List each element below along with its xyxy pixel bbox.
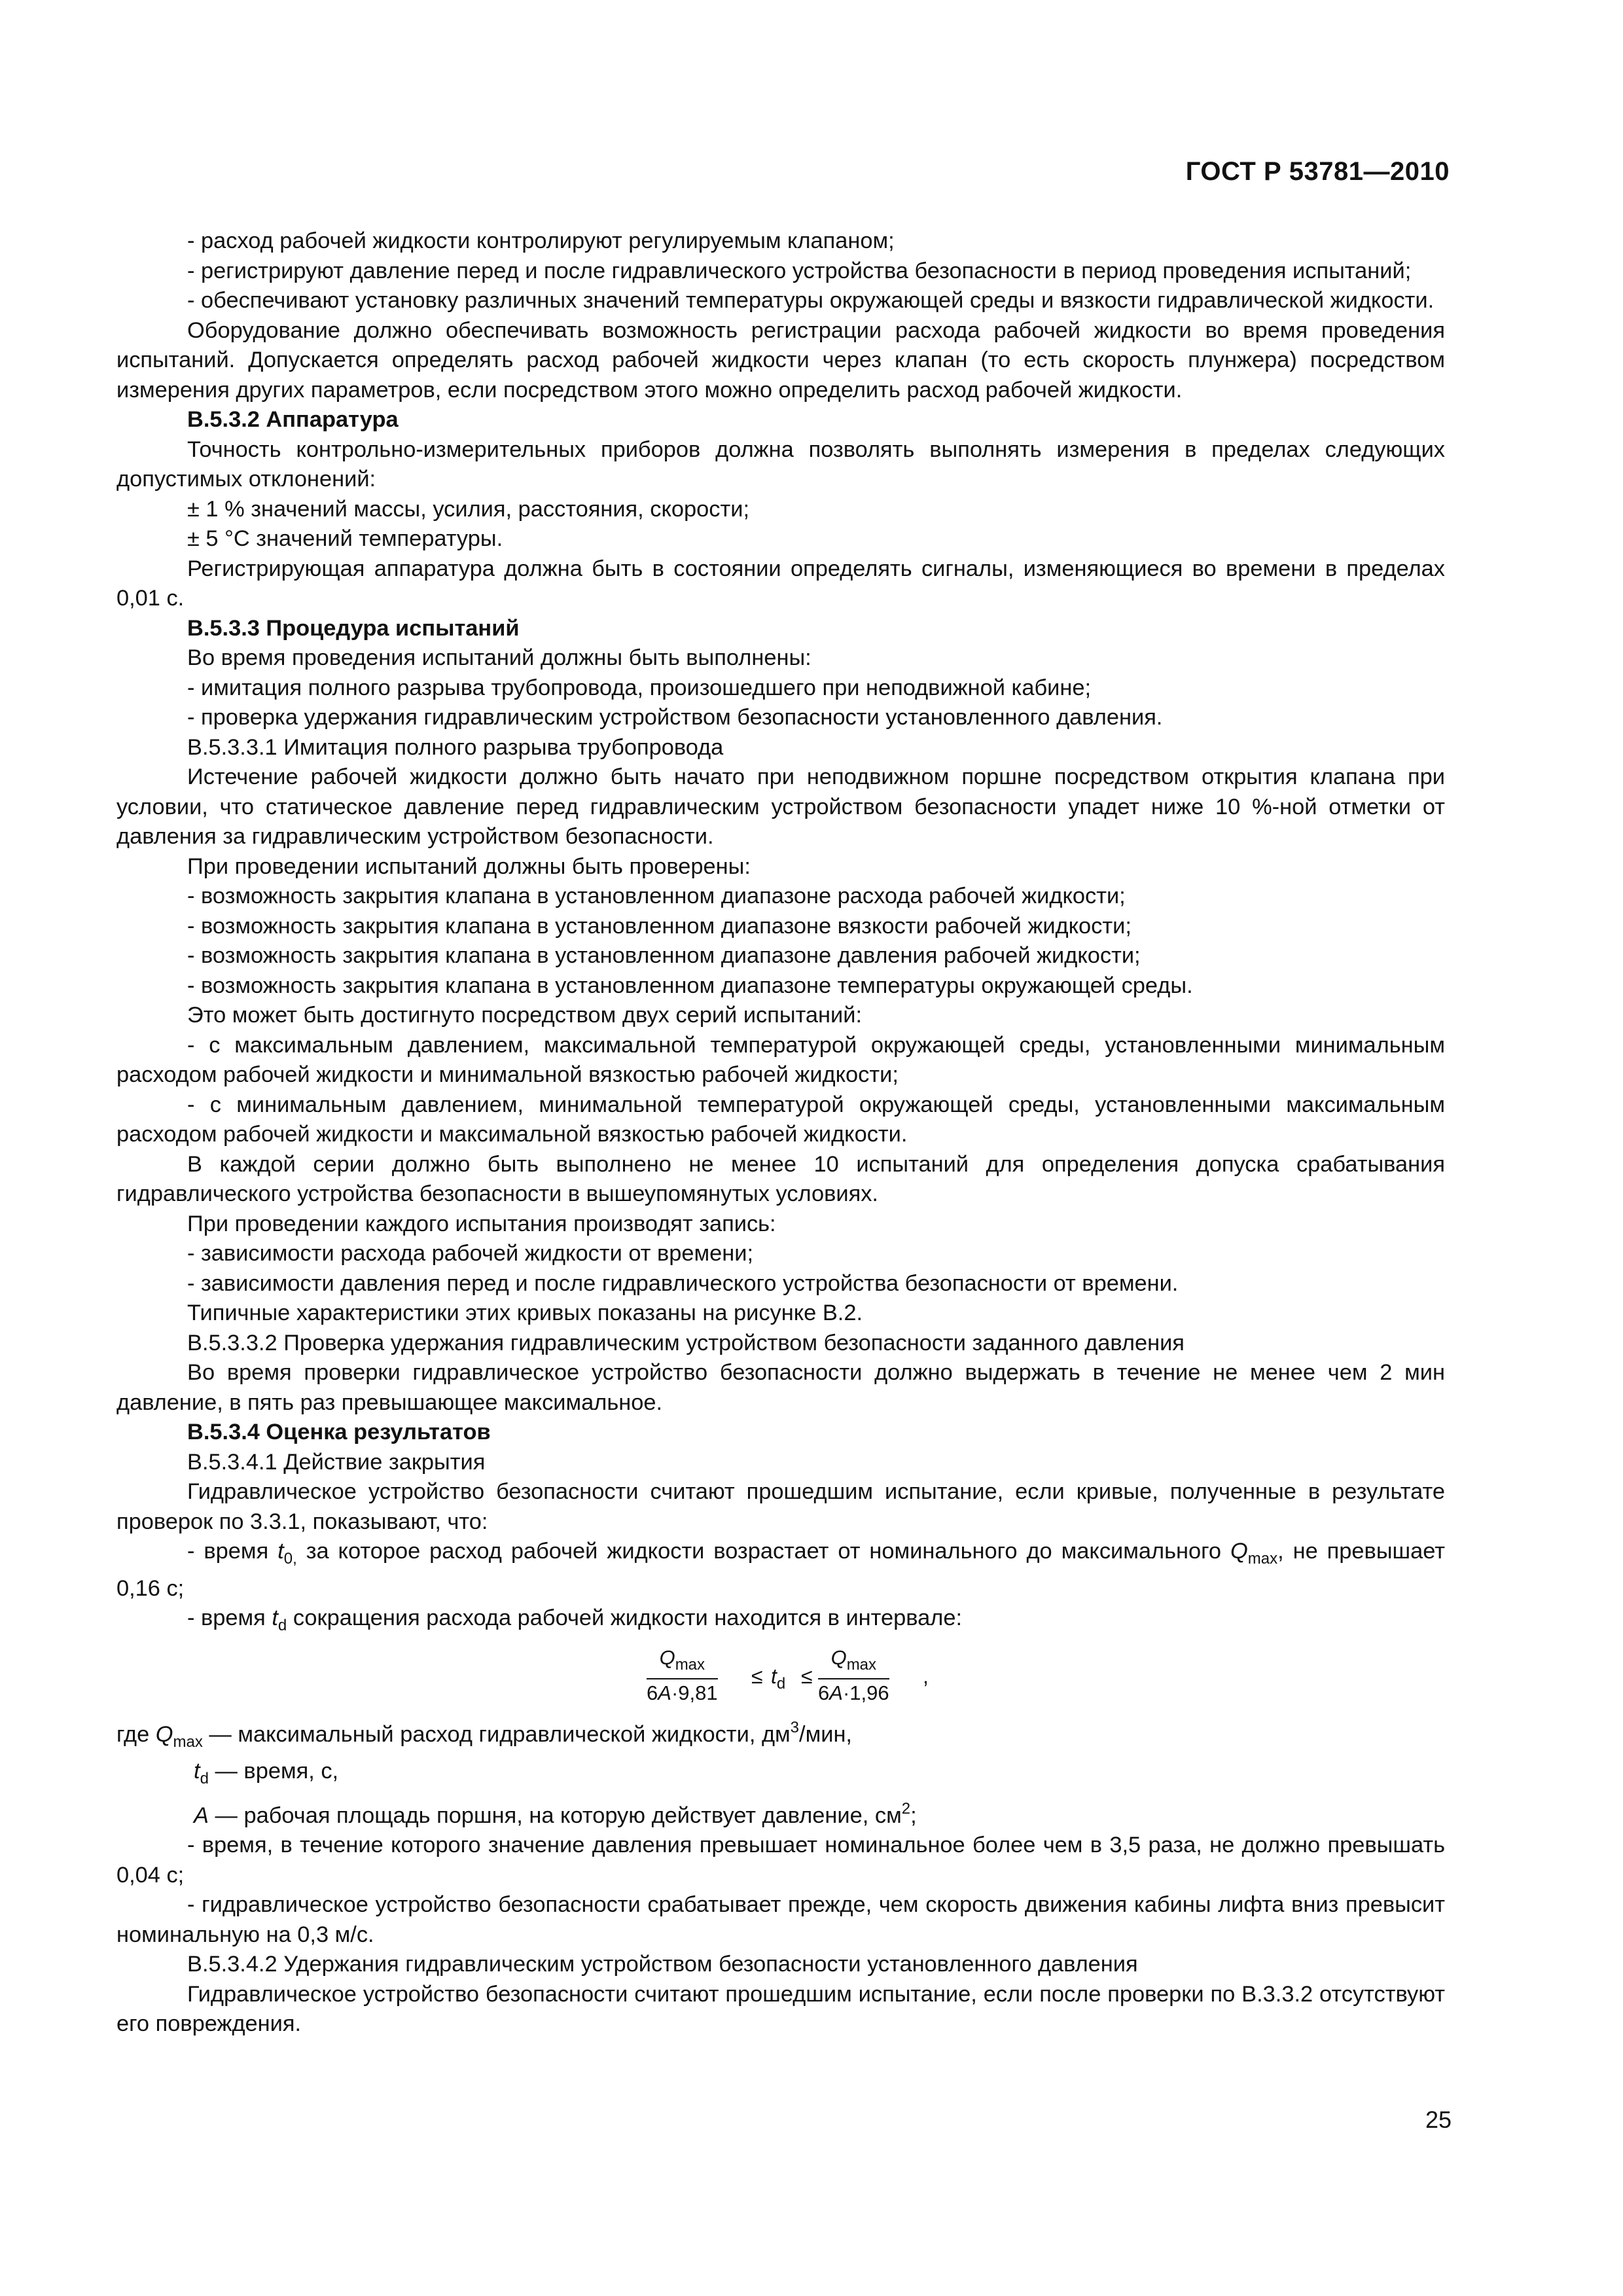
formula-le-sign: ≤: [801, 1664, 813, 1688]
paragraph: Оборудование должно обеспечивать возможность регистрации расхода рабочей жидкости во время проведения испытаний. Допускается определять расход рабочей жидкости через клапан (то есть скорость плунжера) посредством измерения других параметров, если посредством этого можно определить расход рабочей жидкости.: [116, 317, 1445, 403]
paragraph: Точность контрольно-измерительных приборов должна позволять выполнять измерения в пределах следующих допустимых отклонений:: [116, 437, 1445, 492]
subsection-title: В.5.3.3.1 Имитация полного разрыва трубопровода: [187, 734, 724, 760]
section-heading-b532: В.5.3.2 Аппаратура: [187, 407, 399, 432]
paragraph: Это может быть достигнуто посредством двух серий испытаний:: [187, 1003, 863, 1028]
paragraph: В каждой серии должно быть выполнено не менее 10 испытаний для определения допуска срабатывания гидравлического устройства безопасности в вышеупомянутых условиях.: [116, 1151, 1445, 1206]
list-item: - проверка удержания гидравлическим устройством безопасности установленного давления.: [187, 705, 1163, 730]
paragraph: - обеспечивают установку различных значений температуры окружающей среды и вязкости гидравлической жидкости.: [187, 288, 1435, 313]
section-heading-b533: В.5.3.3 Процедура испытаний: [187, 615, 520, 641]
subsection-title: В.5.3.4.2 Удержания гидравлическим устройством безопасности установленного давления: [187, 1952, 1138, 1977]
formula-fraction-right: $Q_{max}$ 6A·1,96: [818, 1645, 889, 1704]
list-item: - имитация полного разрыва трубопровода, произошедшего при неподвижной кабине;: [187, 675, 1092, 700]
paragraph: При проведении испытаний должны быть проверены:: [187, 853, 751, 879]
paragraph: Во время проведения испытаний должны быть выполнены:: [187, 645, 812, 670]
legend-qmax: где $Q_{max}$ — максимальный расход гидравлической жидкости, $дм^3$/мин,: [116, 1718, 852, 1751]
paragraph: - расход рабочей жидкости контролируют регулируемым клапаном;: [187, 228, 895, 253]
list-item: - возможность закрытия клапана в установленном диапазоне вязкости рабочей жидкости;: [187, 913, 1132, 939]
formula-td: $t_d$: [771, 1664, 786, 1693]
list-item: - возможность закрытия клапана в установленном диапазоне давления рабочей жидкости;: [187, 943, 1141, 968]
list-item: - зависимости расхода рабочей жидкости от времени;: [187, 1241, 754, 1266]
subsection-title: В.5.3.4.1 Действие закрытия: [187, 1449, 486, 1475]
paragraph: Регистрирующая аппаратура должна быть в состоянии определять сигналы, изменяющиеся во времени в пределах 0,01 с.: [116, 556, 1445, 611]
formula-fraction-left: $Q_{max}$ 6A·9,81: [647, 1645, 718, 1704]
paragraph: Гидравлическое устройство безопасности считают прошедшим испытание, если после проверки по В.3.3.2 отсутствуют его повреждения.: [116, 1981, 1445, 2036]
section-heading-b534: В.5.3.4 Оценка результатов: [187, 1420, 491, 1444]
standard-designation: ГОСТ Р 53781—2010: [1185, 157, 1450, 186]
paragraph: При проведении каждого испытания производят запись:: [187, 1211, 776, 1236]
formula-comma: ,: [923, 1664, 929, 1688]
paragraph: Истечение рабочей жидкости должно быть начато при неподвижном поршне посредством открытия клапана при условии, что статическое давление перед гидравлическим устройством безопасности упадет ниже 10 %-ной отметки от давления за гидравлическим устройством безопасности.: [116, 764, 1445, 849]
paragraph: - регистрируют давление перед и после гидравлического устройства безопасности в период проведения испытаний;: [187, 258, 1412, 283]
list-item-t0: - время $t_{0,}$ за которое расход рабочей жидкости возрастает от номинального до максимального $Q_{max}$, не превышает 0,16 с;: [116, 1539, 1445, 1601]
paragraph: Гидравлическое устройство безопасности считают прошедшим испытание, если кривые, полученные в результате проверок по 3.3.1, показывают, что:: [116, 1479, 1445, 1534]
formula-td-interval: [116, 1642, 1445, 1710]
formula-le-sign: ≤: [751, 1664, 763, 1688]
list-item: - с максимальным давлением, максимальной температурой окружающей среды, установленными минимальным расходом рабочей жидкости и минимальной вязкостью рабочей жидкости;: [116, 1032, 1445, 1087]
list-item: - время, в течение которого значение давления превышает номинальное более чем в 3,5 раза, не должно превышать 0,04 с;: [116, 1833, 1445, 1888]
paragraph: Типичные характеристики этих кривых показаны на рисунке В.2.: [187, 1300, 863, 1325]
page-number: 25: [1425, 2106, 1452, 2133]
list-item: - возможность закрытия клапана в установленном диапазоне расхода рабочей жидкости;: [187, 884, 1126, 908]
subsection-title: В.5.3.3.2 Проверка удержания гидравлическим устройством безопасности заданного давления: [187, 1330, 1185, 1355]
list-item: - зависимости давления перед и после гидравлического устройства безопасности от времени.: [187, 1270, 1179, 1296]
list-item-td: - время $t_d$ сокращения расхода рабочей жидкости находится в интервале:: [187, 1605, 963, 1634]
list-item: - возможность закрытия клапана в установленном диапазоне температуры окружающей среды.: [187, 973, 1193, 998]
legend-td: $t_d$ — время, с,: [194, 1759, 339, 1787]
list-item: - с минимальным давлением, минимальной температурой окружающей среды, установленными максимальным расходом рабочей жидкости и максимальной вязкостью рабочей жидкости.: [116, 1092, 1445, 1147]
legend-a: A — рабочая площадь поршня, на которую действует давление, $см^2$;: [194, 1799, 917, 1828]
paragraph: Во время проверки гидравлическое устройство безопасности должно выдержать в течение не менее чем 2 мин давление, в пять раз превышающее максимальное.: [116, 1360, 1445, 1415]
list-item: ± 5 °С значений температуры.: [187, 526, 503, 551]
list-item: - гидравлическое устройство безопасности срабатывает прежде, чем скорость движения кабины лифта вниз превысит номинальную на 0,3 м/с.: [116, 1892, 1445, 1947]
list-item: ± 1 % значений массы, усилия, расстояния, скорости;: [187, 496, 750, 522]
formula-legend: [116, 1713, 1445, 1831]
document-body: [116, 226, 1445, 2039]
